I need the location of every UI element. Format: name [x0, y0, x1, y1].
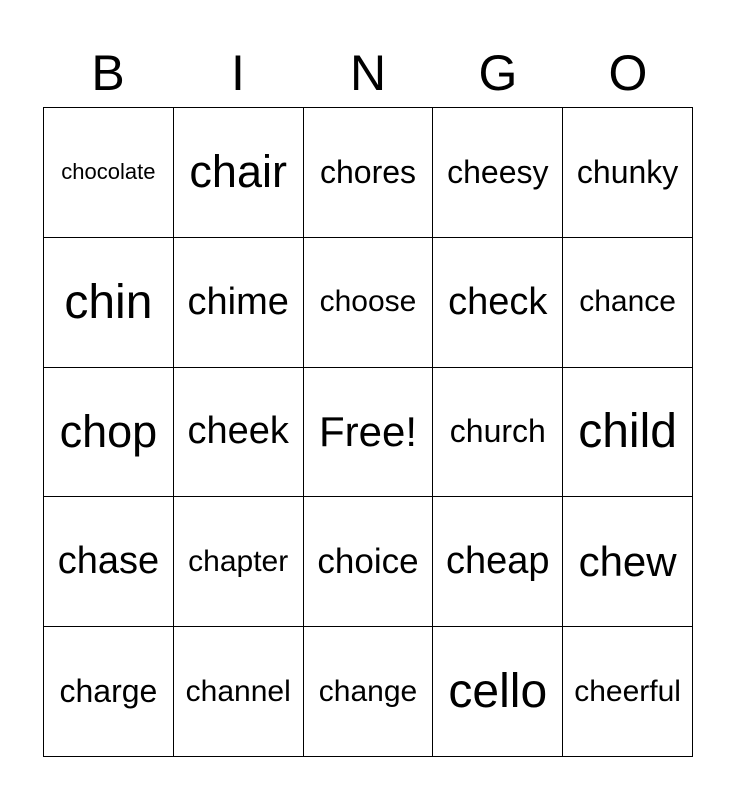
bingo-cell-free[interactable]: Free! [304, 368, 434, 498]
bingo-cell[interactable]: chop [44, 368, 174, 498]
bingo-cell[interactable]: church [433, 368, 563, 498]
header-letter-b: B [91, 45, 125, 101]
bingo-cell[interactable]: cello [433, 627, 563, 757]
header-letter-i: I [231, 45, 245, 101]
bingo-cell[interactable]: chapter [174, 497, 304, 627]
bingo-cell[interactable]: check [433, 238, 563, 368]
bingo-cell[interactable]: chair [174, 108, 304, 238]
bingo-cell[interactable]: chores [304, 108, 434, 238]
bingo-cell[interactable]: chunky [563, 108, 693, 238]
bingo-header [43, 40, 693, 106]
bingo-cell[interactable]: chime [174, 238, 304, 368]
header-letter-n: N [349, 45, 387, 101]
bingo-board [43, 107, 693, 757]
header-letter-g: G [478, 45, 518, 101]
bingo-cell[interactable]: choose [304, 238, 434, 368]
bingo-cell[interactable]: choice [304, 497, 434, 627]
bingo-cell[interactable]: cheap [433, 497, 563, 627]
bingo-cell[interactable]: cheerful [563, 627, 693, 757]
bingo-cell[interactable]: change [304, 627, 434, 757]
header-letter-o: O [608, 45, 648, 101]
bingo-cell[interactable]: cheek [174, 368, 304, 498]
bingo-cell[interactable]: chew [563, 497, 693, 627]
bingo-cell[interactable]: chase [44, 497, 174, 627]
bingo-cell[interactable]: child [563, 368, 693, 498]
bingo-cell[interactable]: chin [44, 238, 174, 368]
bingo-cell[interactable]: chance [563, 238, 693, 368]
bingo-cell[interactable]: chocolate [44, 108, 174, 238]
bingo-cell[interactable]: channel [174, 627, 304, 757]
bingo-cell[interactable]: cheesy [433, 108, 563, 238]
bingo-cell[interactable]: charge [44, 627, 174, 757]
